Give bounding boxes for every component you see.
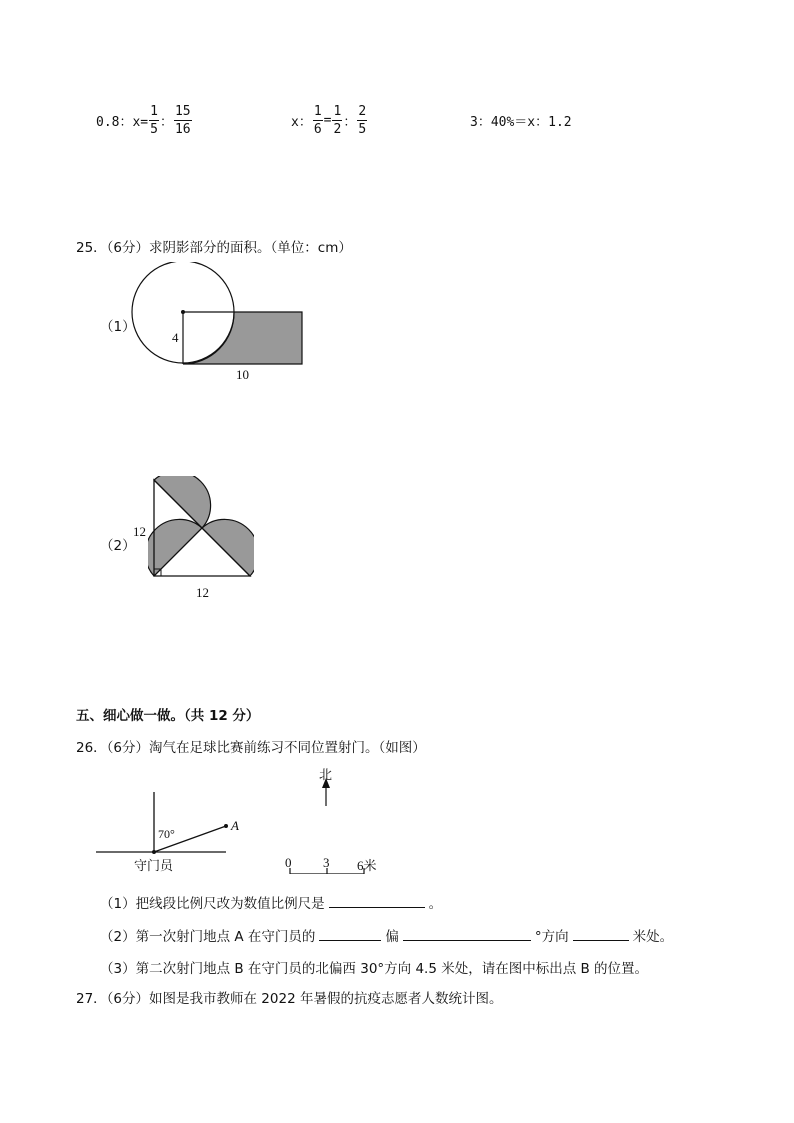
angle-label: 70° [158, 827, 175, 841]
answer-blank[interactable] [319, 926, 381, 941]
q26-sub2: （2）第一次射门地点 A 在守门员的 偏 °方向 米处。 [100, 925, 673, 945]
equation-3: 3：40%＝x：1.2 [470, 114, 572, 130]
answer-blank[interactable] [573, 926, 629, 941]
scale-tick-3: 3 [323, 855, 330, 870]
answer-blank[interactable] [403, 926, 531, 941]
answer-blank[interactable] [329, 893, 425, 908]
width-label: 12 [196, 585, 209, 600]
scale-tick-6: 6米 [357, 858, 377, 873]
fraction: $\frac{15}{16}$ [174, 103, 191, 137]
equation-1: 0.8：x= $\frac{1}{5}$ ： $\frac{15}{16}$ [96, 103, 191, 137]
q26-sub3: （3）第二次射门地点 B 在守门员的北偏西 30°方向 4.5 米处，请在图中标出点 B 的位置。 [100, 961, 649, 977]
figure-2-label: （2） [100, 538, 136, 554]
fraction: $\frac{1}{6}$ [313, 103, 322, 137]
section-5-title: 五、细心做一做。（共 12 分） [76, 708, 260, 724]
scale-tick-0: 0 [285, 855, 292, 870]
north-label: 北 [319, 768, 333, 783]
figure-triangle-semicircles [148, 476, 254, 586]
question-25-title: 25．（6分）求阴影部分的面积。（单位：cm） [76, 240, 352, 256]
question-27-title: 27．（6分）如图是我市教师在 2022 年暑假的抗疫志愿者人数统计图。 [76, 991, 503, 1007]
fraction: $\frac{1}{2}$ [333, 103, 342, 137]
figure-1-label: （1） [100, 319, 136, 335]
equation-2: x： $\frac{1}{6}$ = $\frac{1}{2}$ ： $\frac{2}{5}$ [291, 103, 367, 137]
radius-label: 4 [172, 330, 179, 345]
question-26-title: 26．（6分）淘气在足球比赛前练习不同位置射门。（如图） [76, 740, 426, 756]
fraction: $\frac{1}{5}$ [150, 103, 158, 137]
height-label: 12 [133, 524, 146, 539]
keeper-label: 守门员 [134, 859, 174, 874]
point-a-label: A [231, 818, 239, 833]
length-label: 10 [236, 367, 249, 382]
figure-circle-rectangle [120, 262, 310, 382]
fraction: $\frac{2}{5}$ [358, 103, 367, 137]
q26-sub1: （1）把线段比例尺改为数值比例尺是 。 [100, 892, 442, 912]
